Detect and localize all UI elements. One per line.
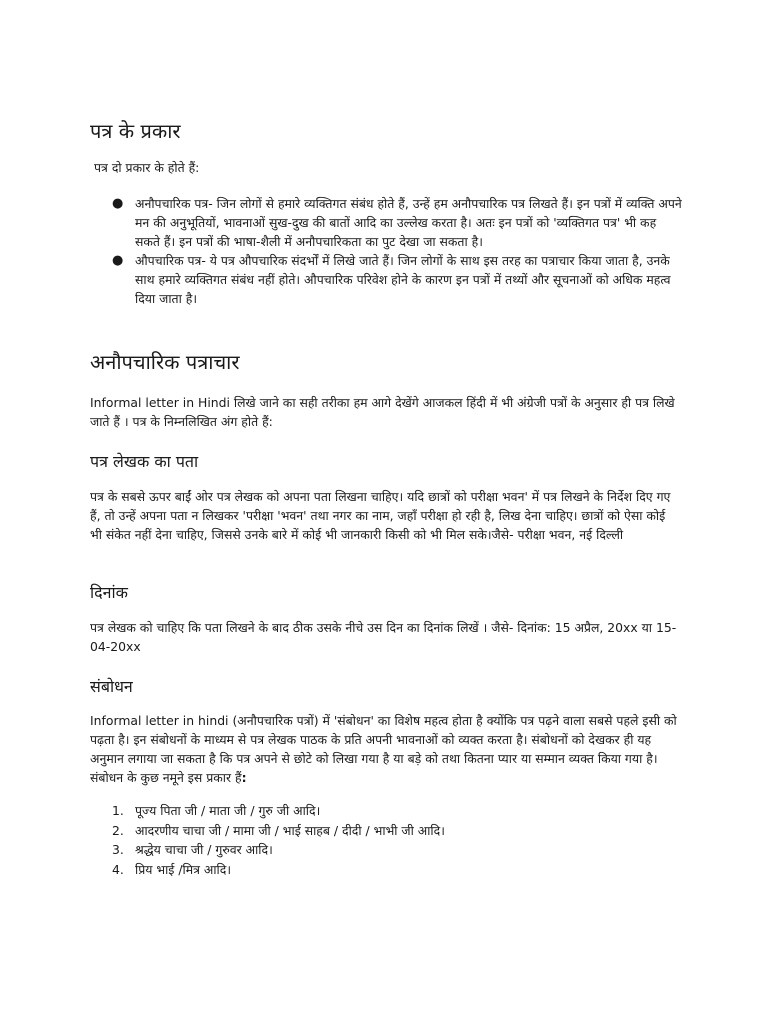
informal-heading: अनौपचारिक पत्राचार	[90, 350, 240, 374]
list-number: 1.	[112, 803, 124, 818]
list-number: 4.	[112, 861, 124, 877]
list-item-text: प्रिय भाई /मित्र आदि।	[135, 861, 232, 877]
list-number: 3.	[112, 842, 124, 857]
list-item	[112, 840, 682, 860]
address-text: पत्र के सबसे ऊपर बाईं ओर पत्र लेखक को अपना पता लिखना चाहिए। यदि छात्रों को परीक्षा भवन' में पत्र लिखने के निर्देश दिए गए हैं, तो उन्हें अपना पता न लिखकर 'परीक्षा 'भवन' तथा नगर का नाम, जहाँ परीक्षा हो रही है, लिख देना चाहिए। छात्रों को ऐसा कोई भी संकेत नहीं देना चाहिए, जिससे उनके बारे में कोई भी जानकारी किसी को भी मिल सके।जैसे- परीक्षा भवन, नई दिल्ली	[90, 489, 671, 542]
date-text: पत्र लेखक को चाहिए कि पता लिखने के बाद ठीक उसके नीचे उस दिन का दिनांक लिखें । जैसे- दिनांक: 15 अप्रैल, 20xx या 15-04-20xx	[90, 620, 677, 654]
date-heading: दिनांक	[90, 583, 128, 602]
types-heading: पत्र के प्रकार	[90, 119, 181, 143]
salutation-text-body: Informal letter in hindi (अनौपचारिक पत्रों) में 'संबोधन' का विशेष महत्व होता है क्योंकि पत्र पढ़ने वाला सबसे पहले इसी को पढ़ता है। इन संबोधनों के माध्यम से पत्र लेखक पाठक के प्रति अपनी भावनाओं को व्यक्त करता है। संबोधनों को देखकर ही यह अनुमान लगाया जा सकता है कि पत्र अपने से छोटे को लिखा गया है या बड़े को तथा कितना प्यार या सम्मान व्यक्त किया गया है। संबोधन के कुछ नमूने इस प्रकार हैं	[90, 713, 677, 785]
list-item-text: पूज्य पिता जी / माता जी / गुरु जी आदि।	[135, 803, 321, 818]
list-item	[112, 821, 682, 841]
list-item-text: आदरणीय चाचा जी / मामा जी / भाई साहब / दीदी / भाभी जी आदि।	[135, 822, 445, 838]
types-list	[112, 194, 682, 308]
list-item	[112, 194, 682, 251]
salutation-list	[112, 801, 682, 879]
list-item-text: औपचारिक पत्र- ये पत्र औपचारिक संदर्भों में लिखे जाते हैं। जिन लोगों के साथ इस तरह का पत्राचार किया जाता है, उनके साथ हमारे व्यक्तिगत संबंध नहीं होते। औपचारिक परिवेश होने के कारण इन पत्रों में तथ्यों और सूचनाओं को अधिक महत्व दिया जाता है।	[135, 253, 671, 306]
salutation-text	[90, 711, 680, 787]
informal-intro: Informal letter in Hindi लिखे जाने का सही तरीका हम आगे देखेंगे आजकल हिंदी में भी अंग्रेजी पत्रों के अनुसार ही पत्र लिखे जाते हैं । पत्र के निम्नलिखित अंग होते हैं:	[90, 395, 675, 429]
list-number: 2.	[112, 822, 124, 838]
salutation-colon: :	[241, 770, 247, 785]
salutation-heading: संबोधन	[90, 677, 133, 696]
bullet-icon: ●	[112, 196, 124, 211]
bullet-icon: ●	[112, 253, 124, 268]
address-heading: पत्र लेखक का पता	[90, 452, 199, 471]
list-item-text: अनौपचारिक पत्र- जिन लोगों से हमारे व्यक्तिगत संबंध होते हैं, उन्हें हम अनौपचारिक पत्र लिखते हैं। इन पत्रों में व्यक्ति अपने मन की अनुभूतियों, भावनाओं सुख-दुख की बातों आदि का उल्लेख करता है। अतः इन पत्रों को 'व्यक्तिगत पत्र' भी कह सकते हैं। इन पत्रों की भाषा-शैली में अनौपचारिकता का पुट देखा जा सकता है।	[135, 196, 682, 249]
list-item	[112, 801, 682, 821]
types-intro: पत्र दो प्रकार के होते हैं:	[94, 160, 200, 175]
list-item-text: श्रद्धेय चाचा जी / गुरुवर आदि।	[135, 842, 273, 857]
list-item	[112, 251, 682, 308]
list-item	[112, 860, 682, 880]
